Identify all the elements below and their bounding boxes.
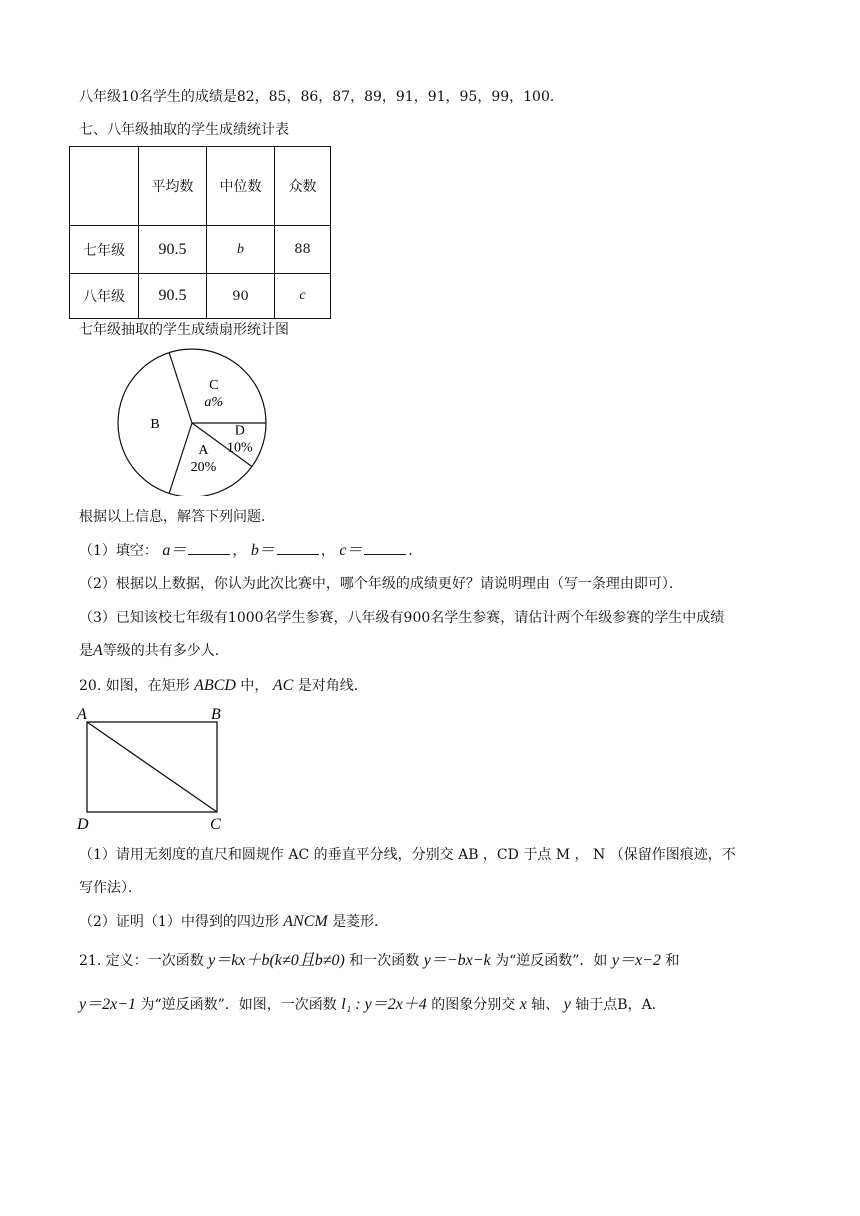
rectangle-svg: [72, 703, 242, 835]
p20-rect-name: ABCD: [194, 677, 236, 694]
q3-line-1: （3）已知该校七年级有1000名学生参赛，八年级有900名学生参赛，请估计两个年级参赛的学生中成绩: [79, 610, 725, 626]
stats-table: [69, 146, 331, 319]
q3-line-2: [79, 641, 229, 661]
cell-median: b: [207, 226, 275, 274]
intro-text: 八年级10名学生的成绩是82，85，86，87，89，91，91，95，99，100．: [79, 89, 564, 105]
q1-prefix: （1）填空：: [79, 543, 158, 559]
header-mode: 众数: [275, 147, 331, 226]
problem-21-line-1: [79, 951, 679, 971]
vertex-c-label: C: [210, 816, 221, 833]
table-row: [70, 274, 331, 319]
p21-text: 21. 定义：一次函数: [79, 953, 204, 969]
cell-mean: 90.5: [139, 226, 207, 274]
p20-q2-line: [79, 912, 388, 932]
table-header-row: [70, 147, 331, 226]
p21-var-x: x: [519, 996, 527, 1013]
p21-text: 的图象分别交: [431, 997, 516, 1013]
cell-mode: 88: [275, 226, 331, 274]
pie-percent-c: a%: [204, 395, 224, 411]
pie-label-d: D: [234, 423, 245, 439]
p20-pre: 20. 如图，在矩形: [79, 678, 190, 694]
problem-21-line-2: [79, 995, 666, 1015]
q3-post: 等级的共有多少人．: [102, 643, 229, 659]
p20-q2-post: 是菱形．: [332, 914, 389, 930]
q3-pre: 是: [79, 643, 93, 659]
p21-formula: y＝−bx−k: [423, 952, 491, 969]
diagonal-ac: [87, 722, 217, 812]
q1-a-label: a＝: [162, 542, 187, 559]
pie-percent-d: 10%: [227, 440, 253, 456]
table-corner-cell: [70, 147, 139, 226]
pie-svg: [112, 346, 272, 496]
p21-text: 为“逆反函数”．如图，一次函数: [140, 997, 337, 1013]
p20-mid: 中，: [240, 678, 269, 694]
header-mean: 平均数: [139, 147, 207, 226]
p20-q2-pre: （2）证明（1）中得到的四边形: [79, 914, 279, 930]
q1-c-label: c＝: [339, 542, 363, 559]
vertex-b-label: B: [211, 706, 221, 723]
pie-label-c: C: [209, 378, 219, 394]
cell-median: 90: [207, 274, 275, 319]
q1-line: （1）填空： a＝ ， b＝ ， c＝ ．: [79, 542, 423, 559]
p21-text: 轴于点B，A．: [575, 997, 666, 1013]
table-title: 七、八年级抽取的学生成绩统计表: [79, 122, 289, 138]
p20-diag-name: AC: [272, 677, 294, 694]
p21-text: 轴、: [531, 997, 560, 1013]
p21-text: 和一次函数: [349, 953, 420, 969]
p21-var-y: y: [563, 996, 571, 1013]
p21-formula: y＝2x−1: [79, 996, 137, 1013]
p21-formula: l₁ : y＝2x＋4: [341, 996, 427, 1013]
p21-formula: y＝x−2: [611, 952, 661, 969]
vertex-a-label: A: [77, 706, 87, 723]
q1-b-label: b＝: [250, 542, 275, 559]
p20-q1-line-2: 写作法）．: [79, 880, 142, 896]
header-median: 中位数: [207, 147, 275, 226]
row-label: 八年级: [70, 274, 139, 319]
problem-20: [79, 676, 368, 696]
q3-var: A: [93, 642, 103, 659]
pie-label-b: B: [150, 417, 160, 432]
q1-c-blank[interactable]: [364, 540, 406, 555]
pie-label-a: A: [198, 443, 209, 459]
p21-formula: y＝kx＋b(k≠0且b≠0): [208, 952, 345, 969]
p20-q2-var: ANCM: [283, 913, 328, 930]
pie-chart: [112, 346, 272, 500]
p20-post: 是对角线．: [297, 678, 368, 694]
cell-mean: 90.5: [139, 274, 207, 319]
question-intro: 根据以上信息，解答下列问题．: [79, 509, 275, 525]
row-label: 七年级: [70, 226, 139, 274]
pie-slice-boundary-b: [169, 423, 192, 493]
rectangle-figure: [72, 703, 242, 839]
pie-title: 七年级抽取的学生成绩扇形统计图: [79, 322, 289, 338]
vertex-d-label: D: [77, 816, 89, 833]
q2-line: （2）根据以上数据，你认为此次比赛中，哪个年级的成绩更好？请说明理由（写一条理由即可）．: [79, 576, 683, 592]
table-row: [70, 226, 331, 274]
q1-b-blank[interactable]: [277, 540, 319, 555]
pie-percent-a: 20%: [190, 460, 217, 476]
pie-slice-boundary-c: [169, 353, 192, 423]
p21-text: 为“逆反函数”．如: [495, 953, 608, 969]
p21-text: 和: [665, 953, 680, 969]
p20-q1-line-1: （1）请用无刻度的直尺和圆规作 AC 的垂直平分线，分别交 AB ，CD 于点 M ， N （保留作图痕迹，不: [79, 847, 736, 863]
q1-a-blank[interactable]: [188, 540, 230, 555]
cell-mode: c: [275, 274, 331, 319]
